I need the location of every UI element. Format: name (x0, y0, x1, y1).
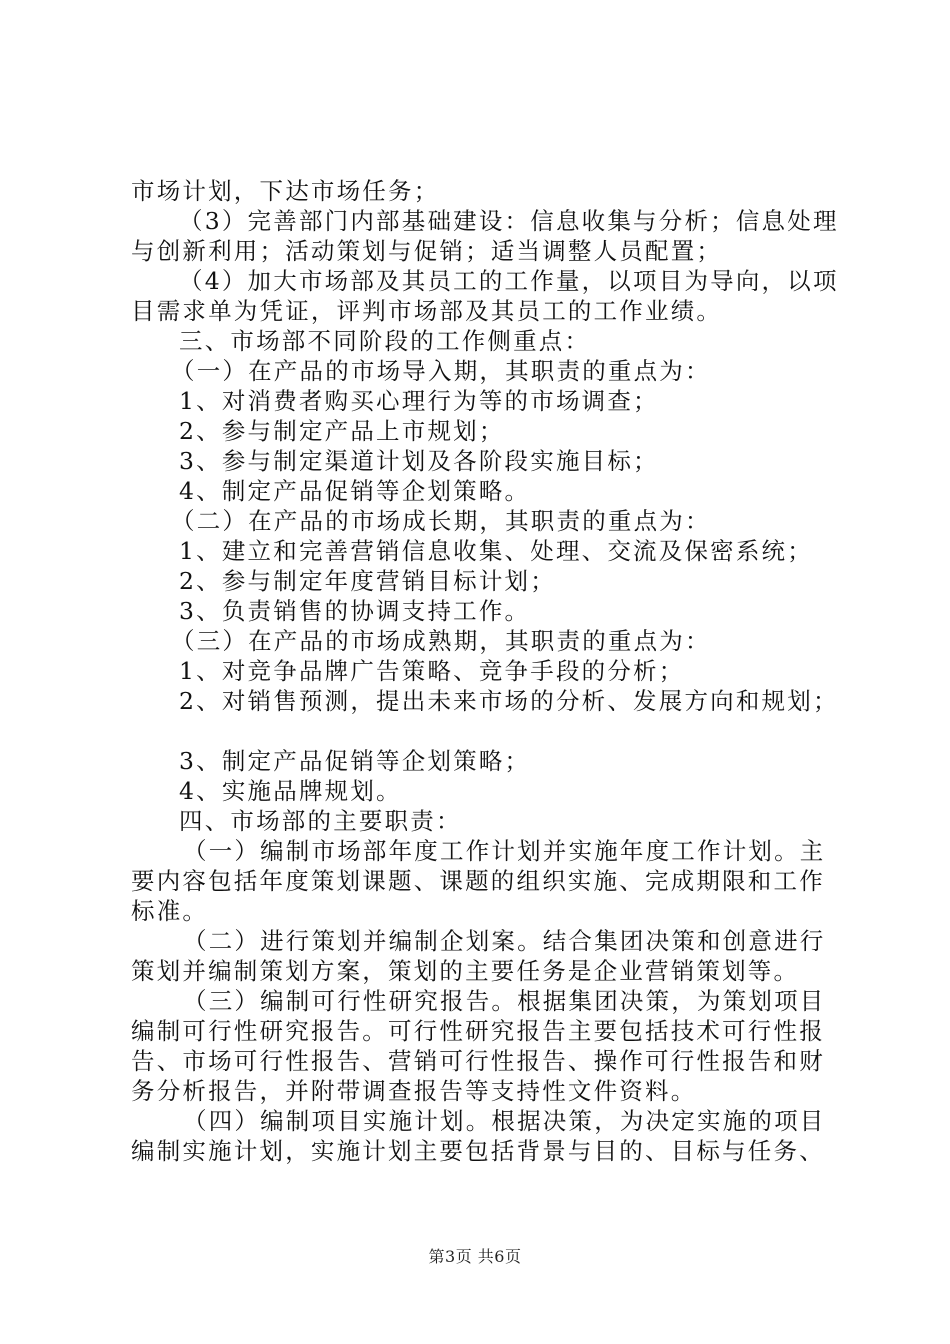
text-line: 编制实施计划，实施计划主要包括背景与目的、目标与任务、 (131, 1137, 825, 1165)
text-line: 编制可行性研究报告。可行性研究报告主要包括技术可行性报 (131, 1017, 825, 1045)
list-item: 3、制定产品促销等企划策略； (179, 747, 531, 775)
text-line: 与创新利用；活动策划与促销；适当调整人员配置； (131, 237, 723, 265)
text-line: （4）加大市场部及其员工的工作量，以项目为导向，以项 (179, 267, 839, 295)
list-item: 3、负责销售的协调支持工作。 (179, 597, 531, 625)
list-item: 4、制定产品促销等企划策略。 (179, 477, 531, 505)
text-line: （二）进行策划并编制企划案。结合集团决策和创意进行 (183, 927, 826, 955)
list-item: 1、对竞争品牌广告策略、竞争手段的分析； (179, 657, 685, 685)
text-line: 市场计划，下达市场任务； (131, 177, 440, 205)
text-line: 策划并编制策划方案，策划的主要任务是企业营销策划等。 (131, 957, 800, 985)
text-line: （3）完善部门内部基础建设：信息收集与分析；信息处理 (179, 207, 839, 235)
list-item: 2、对销售预测，提出未来市场的分析、发展方向和规划； (179, 687, 839, 715)
text-line: （四）编制项目实施计划。根据决策，为决定实施的项目 (183, 1107, 826, 1135)
list-item: 2、参与制定年度营销目标计划； (179, 567, 556, 595)
document-body (131, 176, 839, 1166)
text-line: 告、市场可行性报告、营销可行性报告、操作可行性报告和财 (131, 1047, 825, 1075)
text-line: 务分析报告，并附带调查报告等支持性文件资料。 (131, 1077, 697, 1105)
section-heading: 四、市场部的主要职责： (179, 807, 462, 835)
text-line: （三）编制可行性研究报告。根据集团决策，为策划项目 (183, 987, 826, 1015)
list-item: 4、实施品牌规划。 (179, 777, 402, 805)
subsection-heading: （二）在产品的市场成长期，其职责的重点为： (171, 507, 711, 535)
list-item: 2、参与制定产品上市规划； (179, 417, 505, 445)
list-item: 1、对消费者购买心理行为等的市场调查； (179, 387, 659, 415)
subsection-heading: （一）在产品的市场导入期，其职责的重点为： (171, 357, 711, 385)
text-line: （一）编制市场部年度工作计划并实施年度工作计划。主 (183, 837, 826, 865)
page-number-footer: 第3页 共6页 (428, 1247, 522, 1266)
list-item: 1、建立和完善营销信息收集、处理、交流及保密系统； (179, 537, 813, 565)
text-line: 要内容包括年度策划课题、课题的组织实施、完成期限和工作 (131, 867, 825, 895)
list-item: 3、参与制定渠道计划及各阶段实施目标； (179, 447, 659, 475)
blank-line (131, 716, 831, 746)
text-line: 目需求单为凭证，评判市场部及其员工的工作业绩。 (131, 297, 723, 325)
section-heading: 三、市场部不同阶段的工作侧重点： (179, 327, 591, 355)
text-line: 标准。 (131, 897, 209, 925)
subsection-heading: （三）在产品的市场成熟期，其职责的重点为： (171, 627, 711, 655)
